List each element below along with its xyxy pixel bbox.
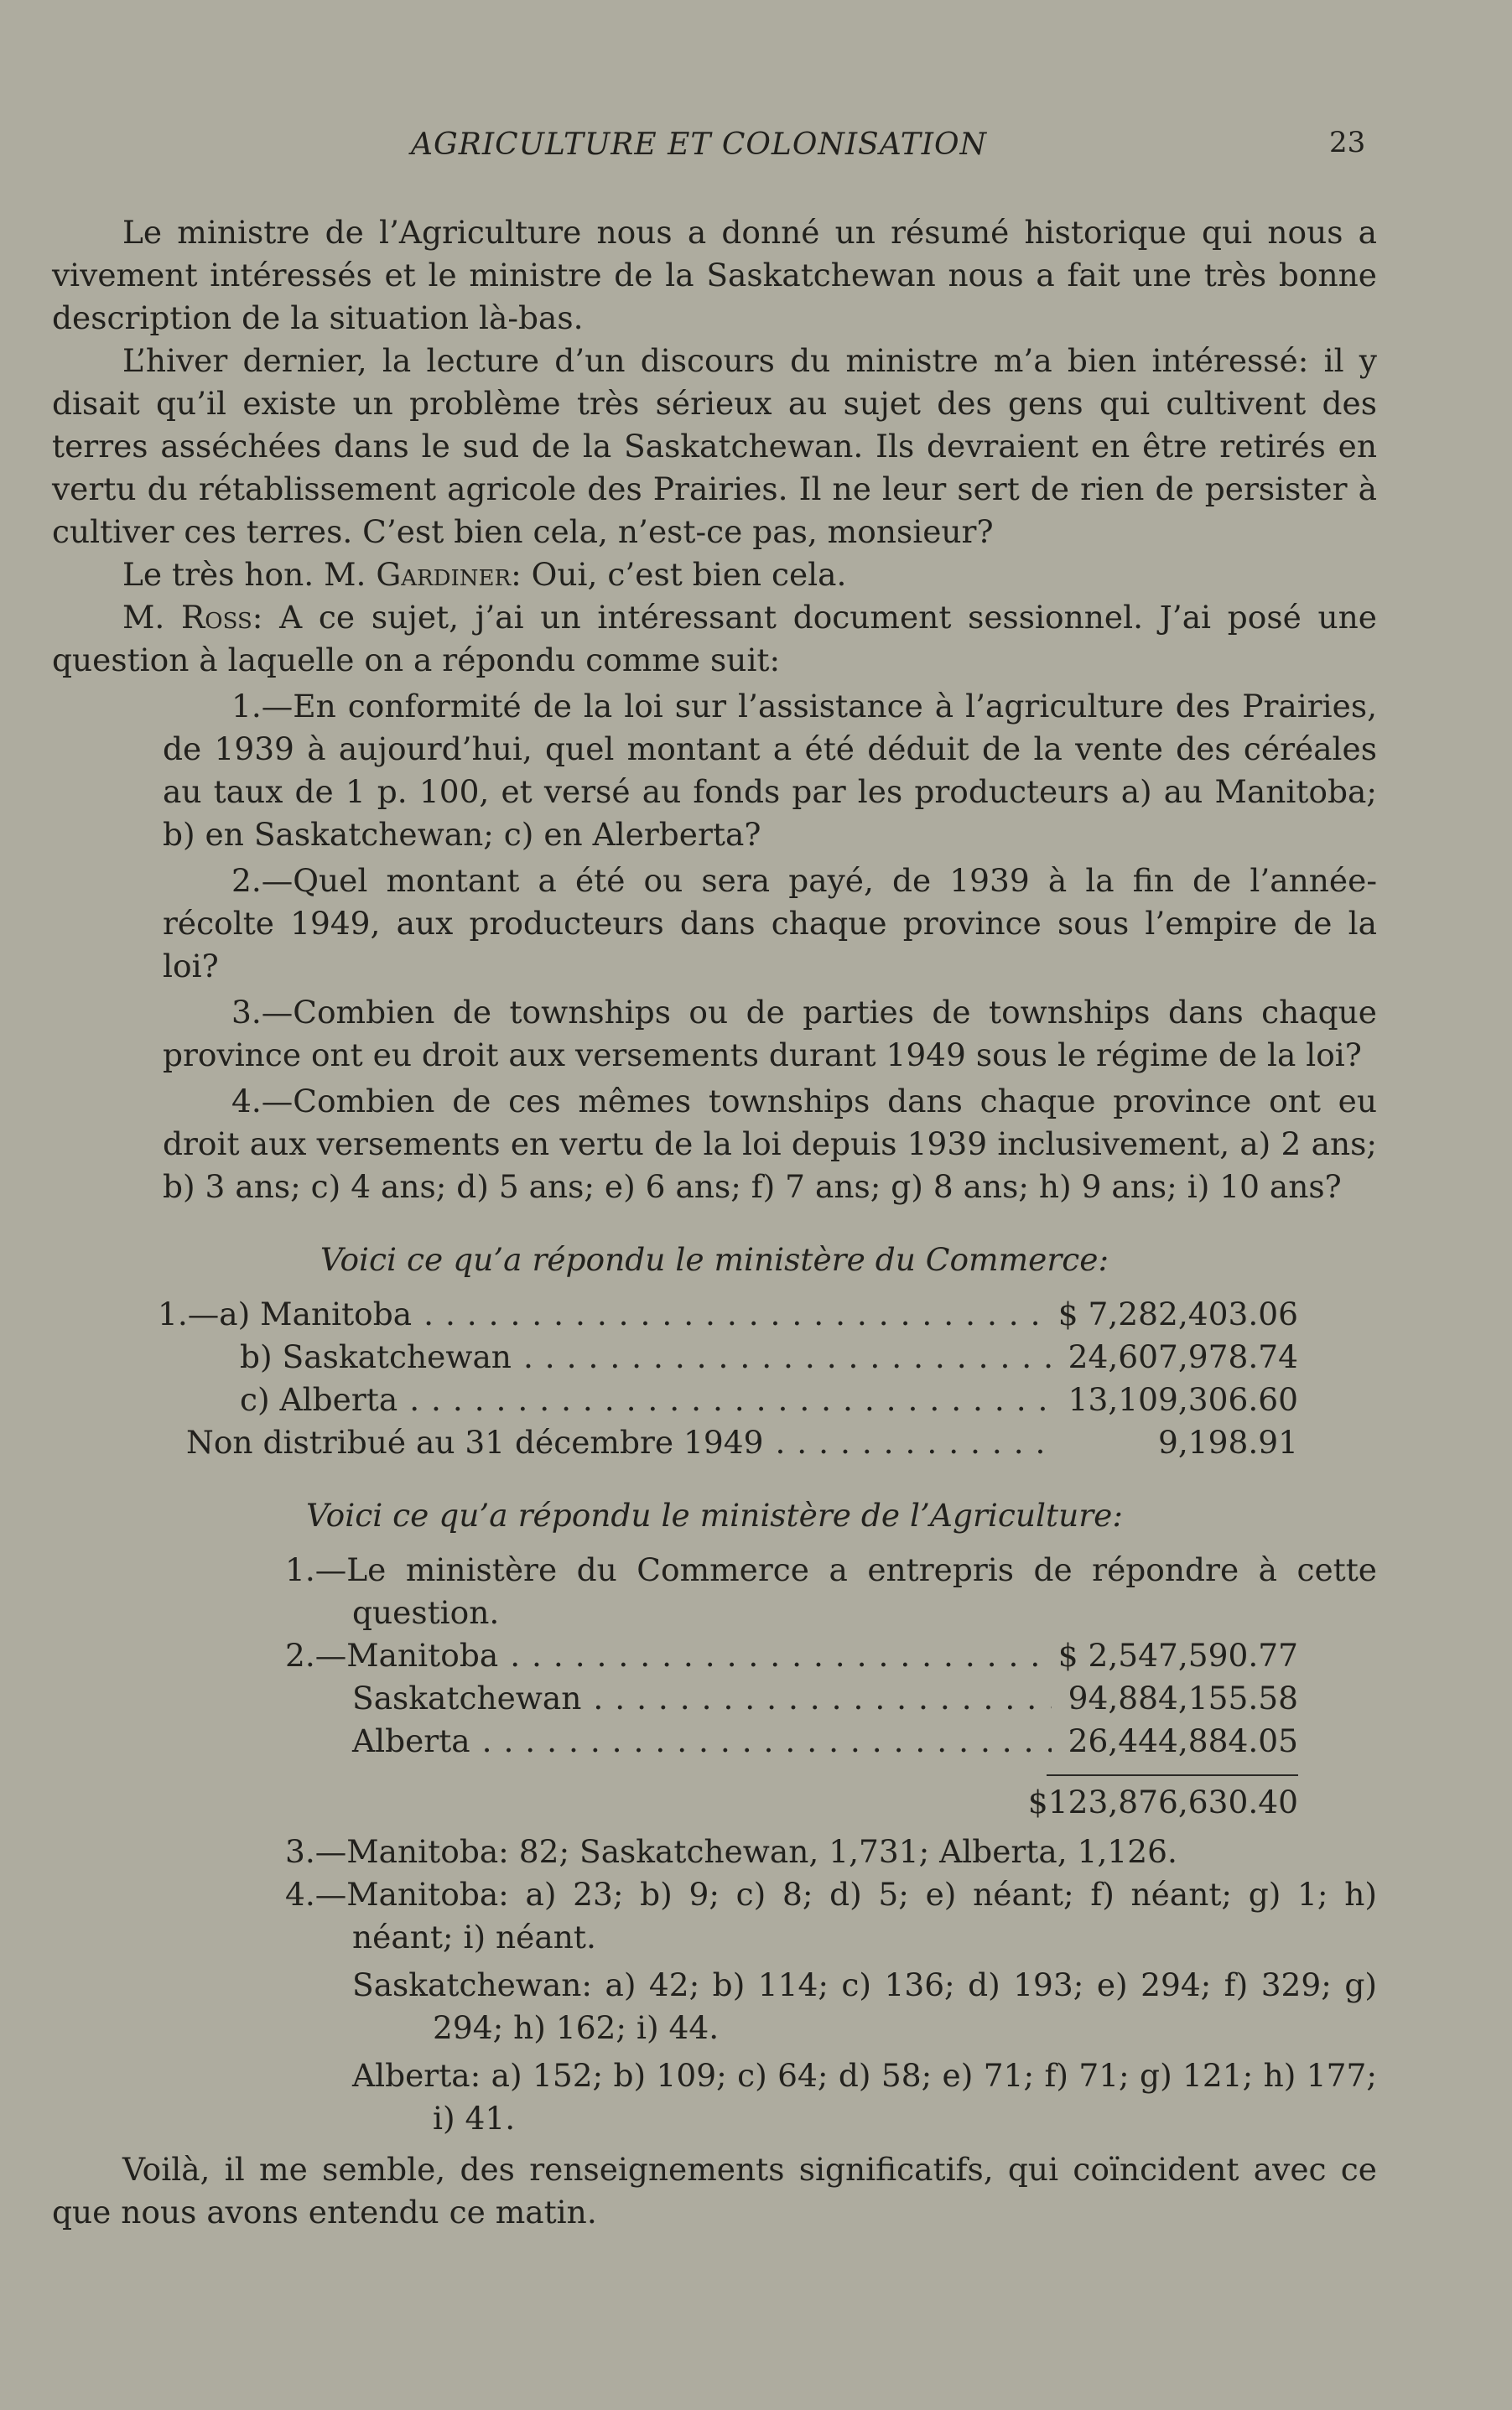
table-row <box>158 1336 1298 1379</box>
row-amount: 9,198.91 <box>1158 1424 1298 1461</box>
question-item: 2.—Quel montant a été ou sera payé, de 1939 à la fin de l’année-récolte 1949, aux producteurs dans chaque province sous l’empire de la loi? <box>163 862 1377 984</box>
commerce-table <box>52 1293 1377 1464</box>
table-row <box>186 1421 1298 1464</box>
table-row <box>158 1293 1298 1336</box>
table-row <box>285 1677 1298 1720</box>
dot-leader <box>775 1421 1052 1464</box>
dot-leader <box>423 1293 1047 1336</box>
row-label: Saskatchewan <box>352 1680 582 1717</box>
paragraph-speech-dry-lands: L’hiver dernier, la lecture d’un discours du ministre m’a bien intéressé: il y disait qu’il existe un problème très sérieux au sujet des gens qui cultivent des terres asséchées dans le sud de la Saskatchewan. Ils devraient en être retirés en vertu du rétablissement agricole des Prairies. Il ne leur sert de rien de persister à cultiver ces terres. C’est bien cela, n’est-ce pas, monsieur? <box>52 342 1377 550</box>
row-label: c) Alberta <box>240 1381 398 1418</box>
total-amount: $123,876,630.40 <box>1027 1784 1298 1820</box>
speaker-prefix: M. <box>122 599 182 636</box>
agriculture-table <box>52 1634 1377 1824</box>
speaker-name: Ross <box>181 599 252 636</box>
dot-leader <box>409 1379 1052 1421</box>
question-item: 3.—Combien de townships ou de parties de townships dans chaque province ont eu droit aux versements durant 1949 sous le régime de la loi? <box>163 994 1377 1073</box>
page-body <box>52 211 1377 2234</box>
paragraph-gardiner-reply <box>52 553 1377 596</box>
answer-3: 3.—Manitoba: 82; Saskatchewan, 1,731; Alberta, 1,126. <box>285 1833 1177 1870</box>
row-label: Non distribué au 31 décembre 1949 <box>186 1424 764 1461</box>
dot-leader <box>593 1677 1052 1720</box>
closing-paragraph: Voilà, il me semble, des renseignements significatifs, qui coïncident avec ce que nous avons entendu ce matin. <box>52 2151 1377 2231</box>
table-row <box>285 1720 1298 1763</box>
page-number: 23 <box>1329 126 1366 159</box>
total-rule <box>1047 1774 1298 1776</box>
commerce-heading: Voici ce qu’a répondu le ministère du Commerce: <box>320 1241 1109 1278</box>
row-amount: $ 2,547,590.77 <box>1057 1637 1298 1674</box>
speech-text: : Oui, c’est bien cela. <box>511 556 847 593</box>
answer-4-manitoba: 4.—Manitoba: a) 23; b) 9; c) 8; d) 5; e) néant; f) néant; g) 1; h) néant; i) néant. <box>285 1876 1377 1956</box>
dot-leader <box>482 1720 1052 1763</box>
row-amount: 94,884,155.58 <box>1068 1680 1298 1717</box>
row-amount: $ 7,282,403.06 <box>1057 1296 1298 1332</box>
answer-4-alberta: Alberta: a) 152; b) 109; c) 64; d) 58; e) 71; f) 71; g) 121; h) 177; i) 41. <box>352 2057 1377 2137</box>
speech-text: : A ce sujet, j’ai un intéressant document sessionnel. J’ai posé une question à laquelle on a répondu comme suit: <box>52 599 1377 678</box>
total-row <box>285 1781 1298 1824</box>
dot-leader <box>510 1634 1047 1677</box>
row-label: 2.—Manitoba <box>285 1637 499 1674</box>
answer-1: 1.—Le ministère du Commerce a entrepris de répondre à cette question. <box>285 1551 1377 1631</box>
speaker-name: Gardiner <box>376 556 512 593</box>
row-label: b) Saskatchewan <box>240 1338 512 1375</box>
answer-4-saskatchewan: Saskatchewan: a) 42; b) 114; c) 136; d) 193; e) 294; f) 329; g) 294; h) 162; i) 44. <box>352 1966 1377 2046</box>
agriculture-heading: Voici ce qu’a répondu le ministère de l’Agriculture: <box>305 1497 1124 1534</box>
row-amount: 24,607,978.74 <box>1068 1338 1298 1375</box>
paragraph-ministers-summary: Le ministre de l’Agriculture nous a donné un résumé historique qui nous a vivement intéressés et le ministre de la Saskatchewan nous a fait une très bonne description de la situation là-bas. <box>52 214 1377 336</box>
row-amount: 26,444,884.05 <box>1068 1722 1298 1759</box>
table-row <box>158 1379 1298 1421</box>
row-amount: 13,109,306.60 <box>1068 1381 1298 1418</box>
question-item: 4.—Combien de ces mêmes townships dans chaque province ont eu droit aux versements en vertu de la loi depuis 1939 inclusivement, a) 2 ans; b) 3 ans; c) 4 ans; d) 5 ans; e) 6 ans; f) 7 ans; g) 8 ans; h) 9 ans; i) 10 ans? <box>163 1083 1377 1205</box>
question-item: 1.—En conformité de la loi sur l’assistance à l’agriculture des Prairies, de 1939 à aujourd’hui, quel montant a été déduit de la vente des céréales au taux de 1 p. 100, et versé au fonds par les producteurs a) au Manitoba; b) en Saskatchewan; c) en Alerberta? <box>163 688 1377 853</box>
paragraph-ross-question <box>52 596 1377 682</box>
running-header: AGRICULTURE ET COLONISATION <box>411 127 987 162</box>
table-row <box>285 1634 1298 1677</box>
speaker-prefix: Le très hon. M. <box>122 556 377 593</box>
row-label: Alberta <box>352 1722 470 1759</box>
questions-list <box>52 685 1377 1208</box>
dot-leader <box>523 1336 1052 1379</box>
row-label: 1.—a) Manitoba <box>158 1296 413 1332</box>
